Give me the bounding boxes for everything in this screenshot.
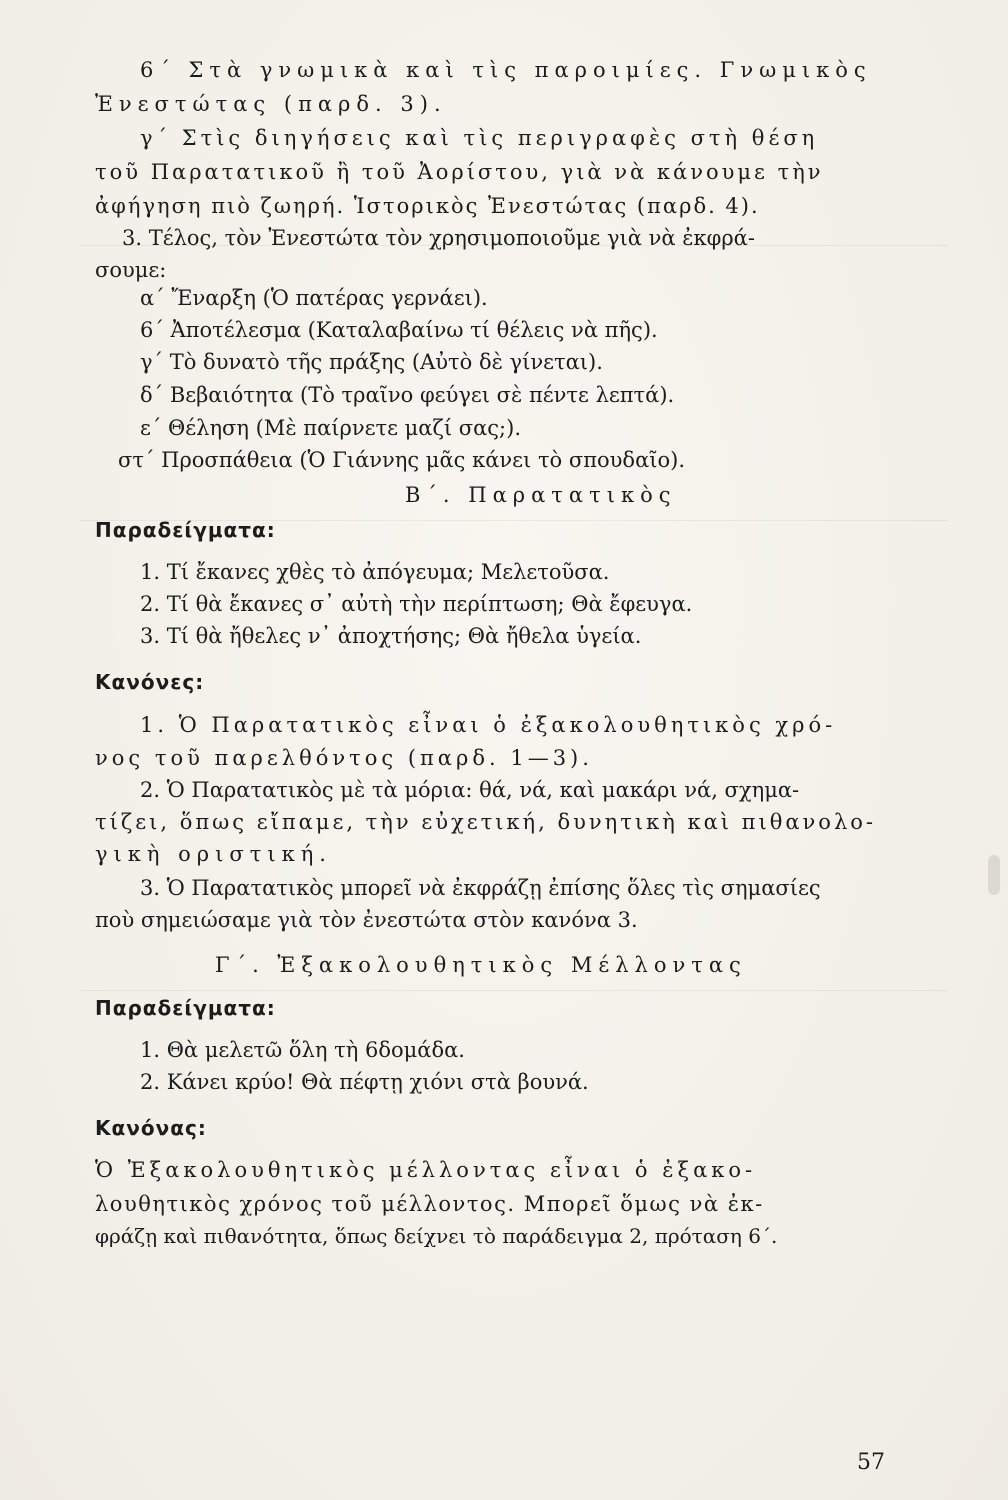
text-line: 3. Ὁ Παρατατικὸς μπορεῖ νὰ ἐκφράζῃ ἐπίσης ὅλες τὶς σημασίες [140, 876, 821, 900]
text-line: γ΄ Στὶς διηγήσεις καὶ τὶς περιγραφὲς στὴ θέση [140, 126, 819, 150]
text-line: λουθητικὸς χρόνος τοῦ μέλλοντος. Μπορεῖ ὅμως νὰ ἐκ- [95, 1192, 764, 1216]
text-line: 1. Θὰ μελετῶ ὅλη τὴ 6δομάδα. [140, 1038, 465, 1062]
scan-blot [988, 855, 1000, 895]
text-line: γ΄ Τὸ δυνατὸ τῆς πράξης (Αὐτὸ δὲ γίνεται). [140, 350, 603, 374]
section-heading: Β΄. Παρατατικὸς [405, 483, 677, 507]
text-line: δ΄ Βεβαιότητα (Τὸ τραῖνο φεύγει σὲ πέντε λεπτά). [140, 383, 675, 407]
text-line: 1. Τί ἔκανες χθὲς τὸ ἀπόγευμα; Μελετοῦσα. [140, 560, 610, 584]
scan-artifact [80, 990, 948, 991]
text-line: 2. Τί θὰ ἔκανες σ᾿ αὐτὴ τὴν περίπτωση; Θὰ ἔφευγα. [140, 592, 693, 616]
text-line: ε΄ Θέληση (Μὲ παίρνετε μαζί σας;). [140, 416, 521, 440]
text-line: 3. Τέλος, τὸν Ἐνεστώτα τὸν χρησιμοποιοῦμε γιὰ νὰ ἐκφρά- [122, 226, 755, 250]
text-line: 3. Τί θὰ ἤθελες ν᾿ ἀποχτήσης; Θὰ ἤθελα ὑγεία. [140, 624, 642, 648]
text-line: 6΄ Ἀποτέλεσμα (Καταλαβαίνω τί θέλεις νὰ πῆς). [140, 318, 658, 342]
text-line: Ὁ Ἐξακολουθητικὸς μέλλοντας εἶναι ὁ ἐξακο- [95, 1158, 757, 1182]
rule-label: Κανόνας: [95, 1116, 207, 1140]
text-line: α΄ Ἔναρξη (Ὁ πατέρας γερνάει). [140, 286, 488, 310]
text-line: σουμε: [95, 258, 167, 282]
text-line: νος τοῦ παρελθόντος (παρδ. 1—3). [95, 746, 593, 770]
examples-label: Παραδείγματα: [95, 996, 276, 1020]
text-line: στ΄ Προσπάθεια (Ὁ Γιάννης μᾶς κάνει τὸ σπουδαῖο). [118, 448, 685, 472]
text-line: Ἐνεστώτας (παρδ. 3). [95, 92, 447, 116]
text-line: φράζῃ καὶ πιθανότητα, ὅπως δείχνει τὸ παράδειγμα 2, πρόταση 6΄. [95, 1224, 778, 1248]
text-line: 1. Ὁ Παρατατικὸς εἶναι ὁ ἐξακολουθητικὸς χρό- [140, 713, 837, 737]
text-line: 6΄ Στὰ γνωμικὰ καὶ τὶς παροιμίες. Γνωμικὸς [140, 58, 872, 82]
page-number: 57 [857, 1450, 885, 1475]
text-line: γικὴ οριστική. [95, 842, 332, 866]
text-line: 2. Ὁ Παρατατικὸς μὲ τὰ μόρια: θά, νά, καὶ μακάρι νά, σχημα- [140, 778, 800, 802]
text-line: ἀφήγηση πιὸ ζωηρή. Ἱστορικὸς Ἐνεστώτας (παρδ. 4). [95, 194, 760, 218]
text-line: τίζει, ὅπως εἴπαμε, τὴν εὐχετική, δυνητικὴ καὶ πιθανολο- [95, 810, 876, 834]
examples-label: Παραδείγματα: [95, 518, 276, 542]
text-line: τοῦ Παρατατικοῦ ἢ τοῦ Ἀορίστου, γιὰ νὰ κάνουμε τὴν [95, 160, 824, 184]
rules-label: Κανόνες: [95, 670, 205, 694]
section-heading: Γ΄. Ἐξακολουθητικὸς Μέλλοντας [215, 953, 747, 977]
text-line: 2. Κάνει κρύο! Θὰ πέφτῃ χιόνι στὰ βουνά. [140, 1070, 589, 1094]
text-line: ποὺ σημειώσαμε γιὰ τὸν ἐνεστώτα στὸν κανόνα 3. [95, 908, 638, 932]
